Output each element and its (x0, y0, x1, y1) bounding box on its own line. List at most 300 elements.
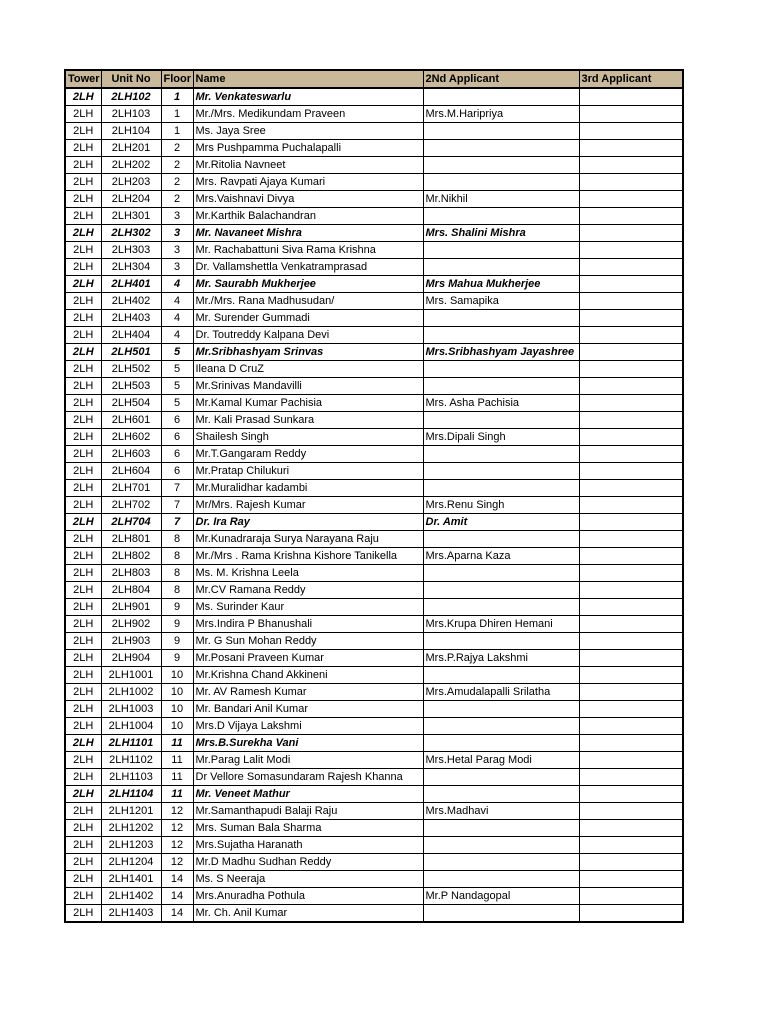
header-second-applicant: 2Nd Applicant (423, 70, 579, 88)
cell-floor: 2 (161, 140, 193, 157)
cell-second-applicant: Mrs.Sribhashyam Jayashree (423, 344, 579, 361)
cell-tower: 2LH (65, 242, 101, 259)
cell-second-applicant (423, 837, 579, 854)
cell-second-applicant: Mrs. Asha Pachisia (423, 395, 579, 412)
cell-unit-no: 2LH704 (101, 514, 161, 531)
cell-third-applicant (579, 497, 683, 514)
cell-third-applicant (579, 259, 683, 276)
cell-second-applicant: Mrs Mahua Mukherjee (423, 276, 579, 293)
cell-unit-no: 2LH601 (101, 412, 161, 429)
cell-second-applicant (423, 871, 579, 888)
cell-tower: 2LH (65, 293, 101, 310)
table-row (65, 565, 683, 582)
table-row (65, 480, 683, 497)
cell-name: Mr. Kali Prasad Sunkara (193, 412, 423, 429)
cell-unit-no: 2LH504 (101, 395, 161, 412)
table-row (65, 395, 683, 412)
table-row (65, 157, 683, 174)
cell-floor: 2 (161, 157, 193, 174)
cell-name: Mr. Navaneet Mishra (193, 225, 423, 242)
cell-third-applicant (579, 463, 683, 480)
table-row (65, 667, 683, 684)
cell-unit-no: 2LH702 (101, 497, 161, 514)
cell-second-applicant (423, 735, 579, 752)
cell-second-applicant (423, 633, 579, 650)
table-row (65, 242, 683, 259)
cell-name: Ms. Jaya Sree (193, 123, 423, 140)
cell-tower: 2LH (65, 718, 101, 735)
cell-unit-no: 2LH304 (101, 259, 161, 276)
cell-tower: 2LH (65, 667, 101, 684)
table-row (65, 718, 683, 735)
table-row (65, 293, 683, 310)
cell-name: Mr.Samanthapudi Balaji Raju (193, 803, 423, 820)
cell-third-applicant (579, 701, 683, 718)
table-row (65, 803, 683, 820)
cell-second-applicant (423, 854, 579, 871)
cell-third-applicant (579, 565, 683, 582)
cell-second-applicant: Mrs. Samapika (423, 293, 579, 310)
cell-name: Mr. Veneet Mathur (193, 786, 423, 803)
cell-tower: 2LH (65, 463, 101, 480)
cell-third-applicant (579, 786, 683, 803)
cell-floor: 5 (161, 344, 193, 361)
cell-tower: 2LH (65, 123, 101, 140)
cell-tower: 2LH (65, 820, 101, 837)
table-row (65, 208, 683, 225)
table-row (65, 854, 683, 871)
cell-name: Dr. Vallamshettla Venkatramprasad (193, 259, 423, 276)
cell-name: Mr.Karthik Balachandran (193, 208, 423, 225)
cell-second-applicant (423, 242, 579, 259)
cell-floor: 2 (161, 174, 193, 191)
cell-second-applicant (423, 769, 579, 786)
residents-table (64, 69, 684, 923)
table-row (65, 888, 683, 905)
cell-second-applicant (423, 412, 579, 429)
cell-name: Mrs. Ravpati Ajaya Kumari (193, 174, 423, 191)
cell-third-applicant (579, 769, 683, 786)
cell-third-applicant (579, 225, 683, 242)
cell-third-applicant (579, 191, 683, 208)
cell-tower: 2LH (65, 174, 101, 191)
cell-floor: 3 (161, 225, 193, 242)
cell-unit-no: 2LH203 (101, 174, 161, 191)
cell-second-applicant: Mrs.M.Haripriya (423, 106, 579, 123)
cell-unit-no: 2LH701 (101, 480, 161, 497)
cell-third-applicant (579, 752, 683, 769)
table-row (65, 310, 683, 327)
cell-name: Dr. Ira Ray (193, 514, 423, 531)
table-row (65, 514, 683, 531)
cell-second-applicant (423, 701, 579, 718)
cell-unit-no: 2LH904 (101, 650, 161, 667)
cell-tower: 2LH (65, 140, 101, 157)
cell-tower: 2LH (65, 378, 101, 395)
cell-unit-no: 2LH1403 (101, 905, 161, 923)
cell-name: Mr.D Madhu Sudhan Reddy (193, 854, 423, 871)
table-row (65, 361, 683, 378)
cell-unit-no: 2LH402 (101, 293, 161, 310)
cell-floor: 10 (161, 718, 193, 735)
cell-name: Mrs.Vaishnavi Divya (193, 191, 423, 208)
cell-tower: 2LH (65, 88, 101, 106)
table-row (65, 735, 683, 752)
cell-unit-no: 2LH602 (101, 429, 161, 446)
cell-second-applicant (423, 718, 579, 735)
cell-third-applicant (579, 667, 683, 684)
cell-tower: 2LH (65, 225, 101, 242)
cell-tower: 2LH (65, 429, 101, 446)
cell-third-applicant (579, 310, 683, 327)
cell-unit-no: 2LH303 (101, 242, 161, 259)
cell-second-applicant: Mr.Nikhil (423, 191, 579, 208)
cell-tower: 2LH (65, 599, 101, 616)
cell-name: Mr.Sribhashyam Srinvas (193, 344, 423, 361)
cell-floor: 12 (161, 803, 193, 820)
table-row (65, 446, 683, 463)
cell-tower: 2LH (65, 497, 101, 514)
cell-name: Mrs.D Vijaya Lakshmi (193, 718, 423, 735)
table-row (65, 225, 683, 242)
table-row (65, 276, 683, 293)
cell-unit-no: 2LH804 (101, 582, 161, 599)
cell-unit-no: 2LH902 (101, 616, 161, 633)
header-row (65, 70, 683, 88)
cell-floor: 6 (161, 463, 193, 480)
cell-tower: 2LH (65, 310, 101, 327)
cell-floor: 4 (161, 327, 193, 344)
cell-second-applicant (423, 599, 579, 616)
cell-name: Mr. Venkateswarlu (193, 88, 423, 106)
cell-third-applicant (579, 480, 683, 497)
table-row (65, 327, 683, 344)
cell-tower: 2LH (65, 208, 101, 225)
cell-second-applicant (423, 174, 579, 191)
cell-tower: 2LH (65, 769, 101, 786)
cell-unit-no: 2LH1402 (101, 888, 161, 905)
cell-third-applicant (579, 548, 683, 565)
cell-third-applicant (579, 599, 683, 616)
cell-unit-no: 2LH1104 (101, 786, 161, 803)
cell-tower: 2LH (65, 684, 101, 701)
cell-tower: 2LH (65, 344, 101, 361)
cell-unit-no: 2LH1401 (101, 871, 161, 888)
cell-unit-no: 2LH1103 (101, 769, 161, 786)
table-row (65, 599, 683, 616)
cell-third-applicant (579, 871, 683, 888)
cell-tower: 2LH (65, 786, 101, 803)
cell-second-applicant (423, 123, 579, 140)
cell-floor: 4 (161, 293, 193, 310)
cell-second-applicant (423, 361, 579, 378)
cell-tower: 2LH (65, 531, 101, 548)
cell-tower: 2LH (65, 276, 101, 293)
cell-floor: 5 (161, 395, 193, 412)
cell-tower: 2LH (65, 854, 101, 871)
cell-unit-no: 2LH901 (101, 599, 161, 616)
cell-floor: 6 (161, 412, 193, 429)
cell-second-applicant: Mr.P Nandagopal (423, 888, 579, 905)
header-name: Name (193, 70, 423, 88)
cell-name: Dr Vellore Somasundaram Rajesh Khanna (193, 769, 423, 786)
cell-tower: 2LH (65, 106, 101, 123)
cell-second-applicant (423, 88, 579, 106)
cell-name: Dr. Toutreddy Kalpana Devi (193, 327, 423, 344)
cell-floor: 5 (161, 378, 193, 395)
cell-third-applicant (579, 157, 683, 174)
cell-floor: 10 (161, 701, 193, 718)
cell-name: Mrs.Sujatha Haranath (193, 837, 423, 854)
cell-third-applicant (579, 344, 683, 361)
cell-name: Ms. Surinder Kaur (193, 599, 423, 616)
cell-third-applicant (579, 531, 683, 548)
table-row (65, 106, 683, 123)
cell-second-applicant: Mrs.Renu Singh (423, 497, 579, 514)
cell-unit-no: 2LH202 (101, 157, 161, 174)
cell-floor: 10 (161, 667, 193, 684)
cell-tower: 2LH (65, 259, 101, 276)
cell-tower: 2LH (65, 616, 101, 633)
cell-unit-no: 2LH1101 (101, 735, 161, 752)
cell-floor: 11 (161, 752, 193, 769)
cell-name: Mr.Posani Praveen Kumar (193, 650, 423, 667)
cell-tower: 2LH (65, 582, 101, 599)
cell-floor: 4 (161, 276, 193, 293)
table-row (65, 837, 683, 854)
cell-floor: 6 (161, 446, 193, 463)
cell-name: Mr.Ritolia Navneet (193, 157, 423, 174)
cell-name: Mrs.Indira P Bhanushali (193, 616, 423, 633)
cell-second-applicant: Mrs.Dipali Singh (423, 429, 579, 446)
cell-name: Mr. Bandari Anil Kumar (193, 701, 423, 718)
cell-third-applicant (579, 905, 683, 923)
cell-floor: 12 (161, 837, 193, 854)
cell-third-applicant (579, 140, 683, 157)
cell-third-applicant (579, 854, 683, 871)
cell-third-applicant (579, 582, 683, 599)
cell-second-applicant: Dr. Amit (423, 514, 579, 531)
table-row (65, 684, 683, 701)
table-row (65, 769, 683, 786)
cell-floor: 8 (161, 565, 193, 582)
cell-unit-no: 2LH102 (101, 88, 161, 106)
header-third-applicant: 3rd Applicant (579, 70, 683, 88)
cell-tower: 2LH (65, 395, 101, 412)
cell-third-applicant (579, 276, 683, 293)
cell-unit-no: 2LH501 (101, 344, 161, 361)
cell-unit-no: 2LH103 (101, 106, 161, 123)
cell-name: Mr.CV Ramana Reddy (193, 582, 423, 599)
cell-tower: 2LH (65, 633, 101, 650)
cell-floor: 9 (161, 633, 193, 650)
cell-second-applicant (423, 786, 579, 803)
table-row (65, 905, 683, 923)
cell-third-applicant (579, 106, 683, 123)
cell-floor: 3 (161, 242, 193, 259)
cell-floor: 1 (161, 88, 193, 106)
cell-floor: 3 (161, 208, 193, 225)
cell-unit-no: 2LH801 (101, 531, 161, 548)
cell-tower: 2LH (65, 327, 101, 344)
cell-floor: 14 (161, 905, 193, 923)
cell-unit-no: 2LH1202 (101, 820, 161, 837)
table-row (65, 701, 683, 718)
cell-floor: 1 (161, 106, 193, 123)
cell-tower: 2LH (65, 480, 101, 497)
cell-unit-no: 2LH1102 (101, 752, 161, 769)
cell-second-applicant: Mrs.Madhavi (423, 803, 579, 820)
cell-name: Mr.Kunadraraja Surya Narayana Raju (193, 531, 423, 548)
cell-second-applicant: Mrs.Aparna Kaza (423, 548, 579, 565)
cell-name: Mr. Rachabattuni Siva Rama Krishna (193, 242, 423, 259)
cell-third-applicant (579, 327, 683, 344)
cell-tower: 2LH (65, 412, 101, 429)
cell-third-applicant (579, 820, 683, 837)
cell-name: Mr.T.Gangaram Reddy (193, 446, 423, 463)
cell-name: Mr. Surender Gummadi (193, 310, 423, 327)
cell-name: Mr.Parag Lalit Modi (193, 752, 423, 769)
table-row (65, 752, 683, 769)
cell-second-applicant (423, 667, 579, 684)
cell-unit-no: 2LH301 (101, 208, 161, 225)
cell-second-applicant (423, 208, 579, 225)
cell-second-applicant (423, 140, 579, 157)
table-row (65, 259, 683, 276)
cell-second-applicant (423, 565, 579, 582)
cell-name: Mr./Mrs. Rana Madhusudan/ (193, 293, 423, 310)
cell-tower: 2LH (65, 157, 101, 174)
cell-name: Ms. M. Krishna Leela (193, 565, 423, 582)
cell-unit-no: 2LH404 (101, 327, 161, 344)
cell-tower: 2LH (65, 735, 101, 752)
cell-floor: 8 (161, 531, 193, 548)
cell-floor: 9 (161, 616, 193, 633)
cell-third-applicant (579, 803, 683, 820)
cell-third-applicant (579, 242, 683, 259)
table-row (65, 786, 683, 803)
table-row (65, 429, 683, 446)
table-row (65, 463, 683, 480)
cell-floor: 14 (161, 871, 193, 888)
cell-name: Mrs.B.Surekha Vani (193, 735, 423, 752)
cell-second-applicant (423, 310, 579, 327)
cell-second-applicant (423, 157, 579, 174)
cell-unit-no: 2LH1203 (101, 837, 161, 854)
cell-tower: 2LH (65, 514, 101, 531)
cell-tower: 2LH (65, 871, 101, 888)
cell-third-applicant (579, 429, 683, 446)
cell-name: Mr./Mrs. Medikundam Praveen (193, 106, 423, 123)
cell-floor: 12 (161, 820, 193, 837)
cell-unit-no: 2LH401 (101, 276, 161, 293)
cell-name: Mr/Mrs. Rajesh Kumar (193, 497, 423, 514)
cell-name: Mr. G Sun Mohan Reddy (193, 633, 423, 650)
cell-second-applicant (423, 327, 579, 344)
table-row (65, 88, 683, 106)
cell-name: Mr.Krishna Chand Akkineni (193, 667, 423, 684)
cell-third-applicant (579, 446, 683, 463)
cell-tower: 2LH (65, 446, 101, 463)
cell-third-applicant (579, 378, 683, 395)
cell-tower: 2LH (65, 565, 101, 582)
table-row (65, 378, 683, 395)
cell-unit-no: 2LH104 (101, 123, 161, 140)
cell-name: Mr.Muralidhar kadambi (193, 480, 423, 497)
cell-name: Ileana D CruZ (193, 361, 423, 378)
cell-unit-no: 2LH803 (101, 565, 161, 582)
table-row (65, 650, 683, 667)
cell-floor: 7 (161, 497, 193, 514)
table-row (65, 191, 683, 208)
table-row (65, 497, 683, 514)
cell-unit-no: 2LH1204 (101, 854, 161, 871)
cell-second-applicant (423, 259, 579, 276)
cell-tower: 2LH (65, 837, 101, 854)
cell-floor: 10 (161, 684, 193, 701)
cell-tower: 2LH (65, 803, 101, 820)
cell-third-applicant (579, 616, 683, 633)
cell-second-applicant (423, 582, 579, 599)
cell-second-applicant (423, 480, 579, 497)
cell-third-applicant (579, 395, 683, 412)
cell-unit-no: 2LH204 (101, 191, 161, 208)
cell-unit-no: 2LH604 (101, 463, 161, 480)
cell-second-applicant: Mrs. Shalini Mishra (423, 225, 579, 242)
cell-name: Mr.Pratap Chilukuri (193, 463, 423, 480)
cell-third-applicant (579, 88, 683, 106)
cell-name: Mr./Mrs . Rama Krishna Kishore Tanikella (193, 548, 423, 565)
cell-name: Mr. Saurabh Mukherjee (193, 276, 423, 293)
cell-floor: 2 (161, 191, 193, 208)
cell-third-applicant (579, 412, 683, 429)
cell-third-applicant (579, 174, 683, 191)
table-row (65, 616, 683, 633)
cell-floor: 8 (161, 582, 193, 599)
cell-unit-no: 2LH603 (101, 446, 161, 463)
cell-tower: 2LH (65, 191, 101, 208)
cell-unit-no: 2LH1002 (101, 684, 161, 701)
table-row (65, 548, 683, 565)
cell-third-applicant (579, 208, 683, 225)
cell-third-applicant (579, 123, 683, 140)
table-row (65, 412, 683, 429)
cell-second-applicant (423, 378, 579, 395)
header-tower: Tower (65, 70, 101, 88)
cell-unit-no: 2LH503 (101, 378, 161, 395)
cell-tower: 2LH (65, 548, 101, 565)
cell-floor: 11 (161, 769, 193, 786)
cell-floor: 12 (161, 854, 193, 871)
cell-floor: 14 (161, 888, 193, 905)
cell-unit-no: 2LH1004 (101, 718, 161, 735)
cell-third-applicant (579, 650, 683, 667)
cell-name: Ms. S Neeraja (193, 871, 423, 888)
table-row (65, 174, 683, 191)
cell-second-applicant: Mrs.Amudalapalli Srilatha (423, 684, 579, 701)
cell-tower: 2LH (65, 361, 101, 378)
cell-tower: 2LH (65, 701, 101, 718)
cell-floor: 7 (161, 480, 193, 497)
cell-second-applicant (423, 905, 579, 923)
cell-tower: 2LH (65, 905, 101, 923)
cell-second-applicant (423, 463, 579, 480)
cell-floor: 7 (161, 514, 193, 531)
cell-unit-no: 2LH302 (101, 225, 161, 242)
cell-third-applicant (579, 361, 683, 378)
cell-name: Mr. AV Ramesh Kumar (193, 684, 423, 701)
cell-second-applicant (423, 820, 579, 837)
